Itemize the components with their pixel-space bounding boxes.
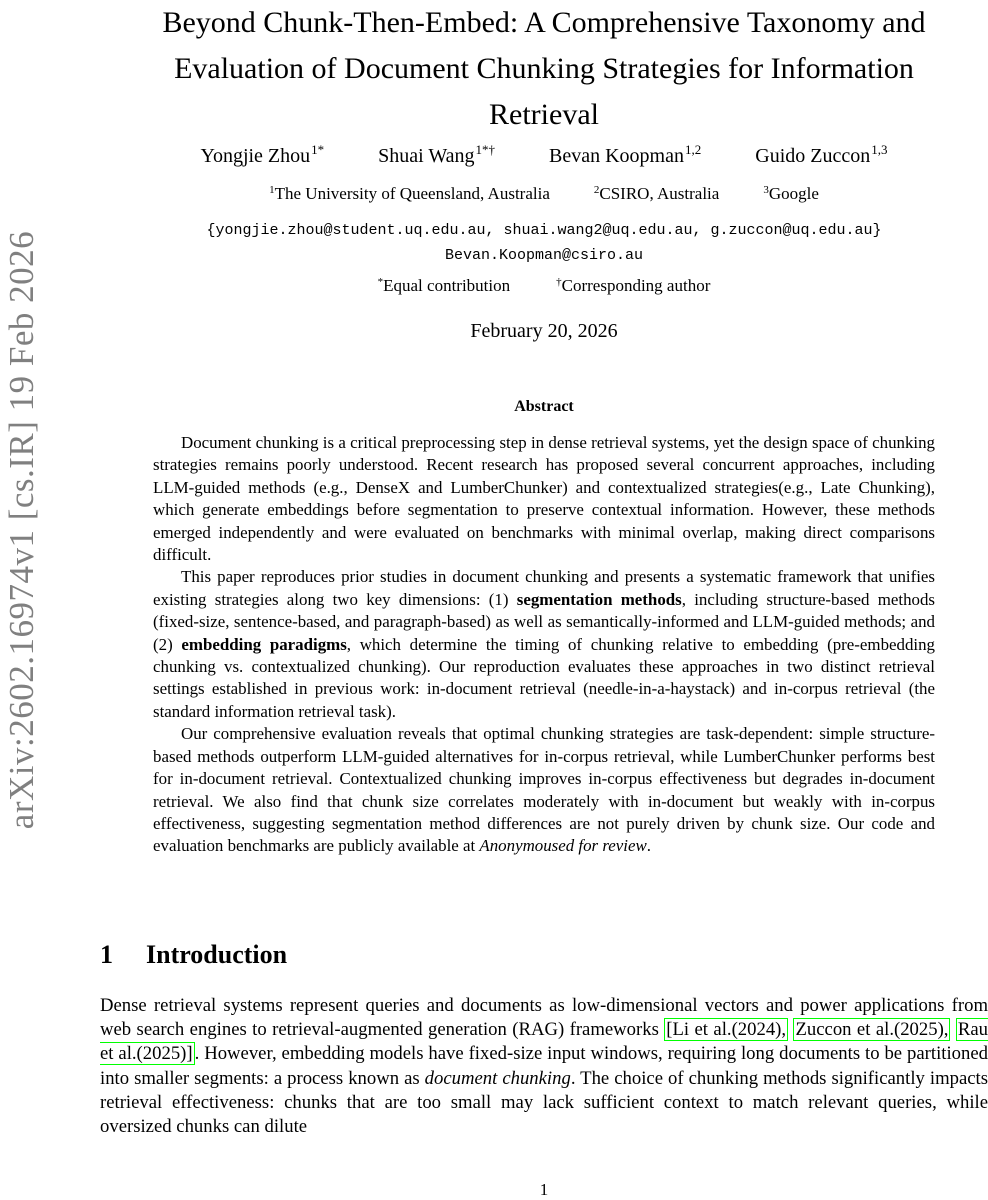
author	[755, 142, 887, 168]
publication-date: February 20, 2026	[470, 320, 618, 342]
email-block	[100, 218, 988, 268]
arxiv-identifier: arXiv:2602.16974v1 [cs.IR] 19 Feb 2026	[2, 230, 41, 830]
author-name: Shuai Wang	[378, 145, 475, 167]
affiliation	[269, 184, 550, 204]
author-name: Bevan Koopman	[549, 145, 684, 167]
author-notes	[100, 276, 988, 296]
note-text: Corresponding author	[561, 276, 711, 295]
italic-term: document chunking	[424, 1067, 571, 1089]
text-run: Our comprehensive evaluation reveals that optimal chunking strategies are task-dependent: simple structure-based methods outperform LLM-guided alternatives for in-corpus retrieval, while LumberChunker performs best for in-document retrieval. Contextualized chunking improves in-corpus effectiveness but degrades in-document retrieval. We also find that chunk size correlates moderately with in-document but weakly with in-corpus effectiveness, suggesting segmentation method differences are not purely driven by chunk size. Our code and evaluation benchmarks are publicly available at	[153, 724, 935, 856]
abstract-heading: Abstract	[514, 398, 574, 415]
affiliation-name: The University of Queensland, Australia	[274, 184, 550, 203]
abstract-paragraph	[153, 566, 935, 723]
title-line: Evaluation of Document Chunking Strategies for Information	[174, 52, 914, 85]
note-mark: †	[556, 276, 562, 288]
note-mark: *	[377, 276, 384, 288]
abstract-body	[153, 432, 935, 858]
citation-link[interactable]: [Li et al.(2024),	[666, 1019, 787, 1041]
author-name: Yongjie Zhou	[200, 145, 311, 167]
text-run: . The choice of chunking methods significantly impacts retrieval effectiveness: chunks that are too small may lack sufficient context to match relevant queries, while oversized chunks can dilute	[100, 1067, 988, 1138]
text-run: , including structure-based methods (fixed-size, sentence-based, and paragraph-based) as well as semantically-informed and LLM-guided methods; and (2)	[153, 589, 935, 654]
affiliation-mark: 2	[593, 184, 600, 196]
affiliation-mark: 3	[763, 184, 769, 196]
author-affiliation-marks: 1*†	[475, 142, 496, 157]
affiliation	[763, 184, 819, 204]
section-heading	[100, 940, 287, 970]
title-line: Beyond Chunk-Then-Embed: A Comprehensive Taxonomy and	[162, 6, 926, 39]
citation-link[interactable]: Zuccon et al.(2025),	[795, 1019, 949, 1041]
author-list	[100, 142, 988, 168]
text-run: .	[646, 836, 651, 856]
author-affiliation-marks: 1,3	[871, 142, 888, 157]
email-line: {yongjie.zhou@student.uq.edu.au, shuai.wang2@uq.edu.au, g.zuccon@uq.edu.au}	[206, 222, 882, 239]
affiliation-name: Google	[768, 184, 819, 203]
author-affiliation-marks: 1*	[311, 142, 325, 157]
affiliation-name: CSIRO, Australia	[599, 184, 720, 203]
author	[549, 142, 701, 168]
text-run: . However, embedding models have fixed-size input windows, requiring long documents to be partitioned into smaller segments: a process known as	[100, 1043, 988, 1089]
note-text: Equal contribution	[383, 276, 511, 295]
abstract-paragraph	[153, 723, 935, 857]
title-line: Retrieval	[489, 98, 599, 131]
abstract-paragraph: Document chunking is a critical preprocessing step in dense retrieval systems, yet the design space of chunking strategies remains poorly understood. Recent research has proposed several concurrent approaches, including LLM-guided methods (e.g., DenseX and LumberChunker) and contextualized strategies(e.g., Late Chunking), which generate embeddings before segmentation to preserve contextual information. However, these methods emerged independently and were evaluated on benchmarks with minimal overlap, making direct comparisons difficult.	[153, 433, 935, 565]
section-title: Introduction	[146, 940, 288, 969]
affiliation-list	[100, 184, 988, 204]
note-corresponding-author	[556, 276, 710, 296]
affiliation-mark: 1	[269, 184, 275, 196]
affiliation	[594, 184, 719, 204]
bold-term: segmentation methods	[516, 589, 682, 609]
author-name: Guido Zuccon	[755, 145, 871, 167]
section-number: 1	[100, 940, 113, 969]
bold-term: embedding paradigms	[181, 634, 347, 654]
text-run: This paper reproduces prior studies in document chunking and presents a systematic framework that unifies existing strategies along two key dimensions: (1)	[153, 567, 935, 609]
author-affiliation-marks: 1,2	[685, 142, 702, 157]
italic-term: Anonymoused for review	[479, 836, 647, 856]
author	[378, 142, 495, 168]
email-line: Bevan.Koopman@csiro.au	[444, 247, 644, 264]
text-run: Dense retrieval systems represent queries and documents as low-dimensional vectors and power applications from web search engines to retrieval-augmented generation (RAG) frameworks	[100, 995, 988, 1041]
note-equal-contribution	[378, 276, 511, 296]
intro-paragraph	[100, 994, 988, 1139]
author	[201, 142, 325, 168]
citation-link[interactable]: Rau et al.(2025)]	[100, 1019, 988, 1065]
text-run: , which determine the timing of chunking relative to embedding (pre-embedding chunking vs. contextualized chunking). Our reproduction evaluates these approaches in two distinct retrieval settings established in previous work: in-document retrieval (needle-in-a-haystack) and in-corpus retrieval (the standard information retrieval task).	[153, 634, 935, 721]
page-number: 1	[539, 1180, 549, 1199]
paper-title	[100, 0, 988, 138]
